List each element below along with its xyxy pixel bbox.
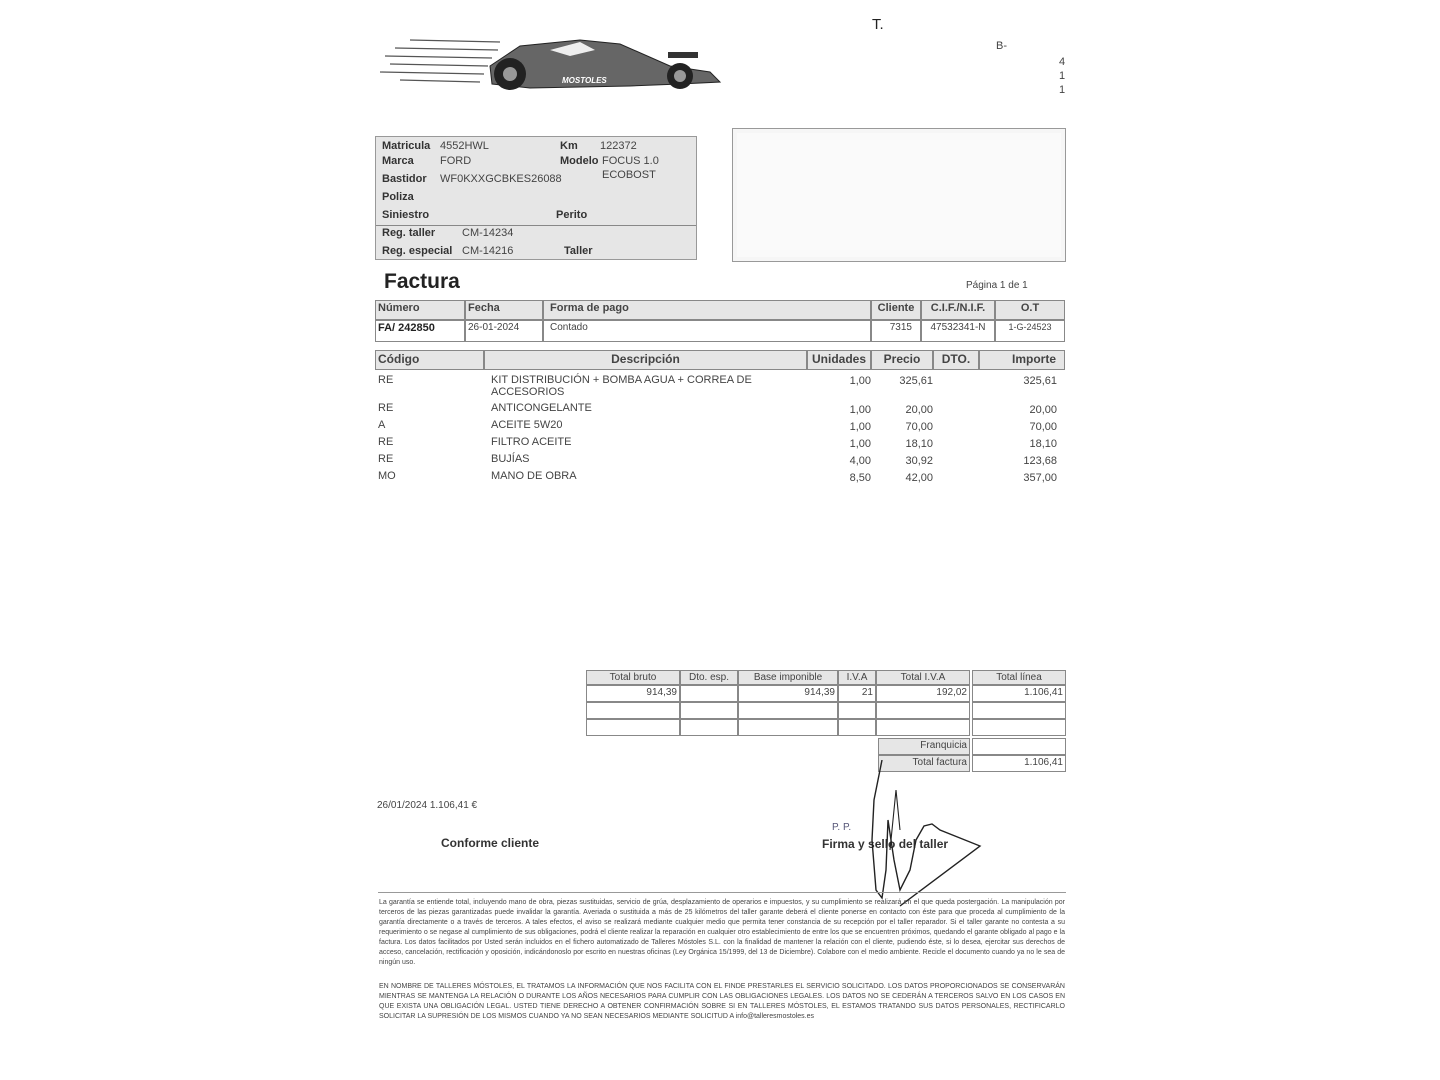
forma-pago-header: Forma de pago <box>543 300 871 320</box>
iva-value: 21 <box>838 685 876 702</box>
importe-header: Importe <box>979 350 1065 370</box>
payment-note: 26/01/2024 1.106,41 € <box>377 800 478 811</box>
cliente-value: 7315 <box>871 320 921 342</box>
empty-cell <box>876 702 970 719</box>
cif-header: C.I.F./N.I.F. <box>921 300 995 320</box>
line-descripcion: BUJÍAS <box>491 453 530 465</box>
legal-privacy-text: EN NOMBRE DE TALLERES MÓSTOLES, EL TRATAMOS LA INFORMACIÓN QUE NOS FACILITA CON EL FINDE PRESTARLES EL SERVICIO SOLICITADO. LOS DATOS PROPORCIONADOS SE CONSERVARÁN MIENTRAS SE MANTENGA LA RELACIÓN O DURANTE LOS AÑOS NECESARIOS PARA CUMPLIR CON LAS OBLIGACIONES LEGALES. LOS DATOS NO SE CEDERÁN A TERCEROS SALVO EN LOS CASOS EN QUE EXISTA UNA OBLIGACIÓN LEGAL. USTED TIENE DERECHO A OBTENER CONFIRMACIÓN SOBRE SI EN TALLERES MÓSTOLES, EL ESTAMOS TRATANDO SUS DATOS PERSONALES, RECTIFICARLO SOLICITAR LA SUPRESIÓN DE LOS MISMOS CUANDO YA NO SEAN NECESARIOS MEDIANTE SOLICITUD A info@talleresmostoles.es <box>379 983 1065 1020</box>
empty-cell <box>738 702 838 719</box>
race-car-icon <box>380 26 730 98</box>
invoice-lines <box>375 374 1065 486</box>
perito-label: Perito <box>556 209 588 221</box>
line-codigo: RE <box>378 453 394 465</box>
line-precio: 20,00 <box>905 404 933 416</box>
line-descripcion-2: ACCESORIOS <box>491 386 565 398</box>
line-codigo: MO <box>378 470 396 482</box>
line-precio: 325,61 <box>899 375 933 387</box>
page-title: Factura <box>384 270 460 293</box>
matricula-label: Matricula <box>382 140 431 152</box>
bastidor-label: Bastidor <box>382 173 427 185</box>
line-importe: 18,10 <box>1029 438 1057 450</box>
line-codigo: A <box>378 419 386 431</box>
descripcion-header: Descripción <box>484 350 807 370</box>
modelo-value-line2: ECOBOST <box>602 169 656 181</box>
line-importe: 20,00 <box>1029 404 1057 416</box>
poliza-label: Poliza <box>382 191 414 203</box>
forma-pago-value: Contado <box>543 320 871 342</box>
total-factura-label: Total factura <box>878 755 970 772</box>
fecha-header: Fecha <box>465 300 543 320</box>
empty-cell <box>972 702 1066 719</box>
empty-cell <box>586 719 680 736</box>
line-codigo: RE <box>378 402 394 414</box>
iva-header: I.V.A <box>838 670 876 685</box>
totals-table <box>586 670 1066 774</box>
dto-esp-header: Dto. esp. <box>680 670 738 685</box>
empty-cell <box>972 719 1066 736</box>
line-unidades: 1,00 <box>849 404 871 416</box>
empty-cell <box>838 719 876 736</box>
marca-label: Marca <box>382 155 414 167</box>
reg-especial-label: Reg. especial <box>382 245 453 257</box>
header-digit: 1 <box>1059 84 1066 96</box>
total-iva-value: 192,02 <box>876 685 970 702</box>
empty-cell <box>838 702 876 719</box>
dto-header: DTO. <box>933 350 979 370</box>
unidades-header: Unidades <box>807 350 871 370</box>
redacted-area <box>737 133 1061 257</box>
matricula-value: 4552HWL <box>440 140 489 152</box>
header-fragment: T. <box>872 16 884 33</box>
divider <box>376 225 696 226</box>
reg-especial-value: CM-14216 <box>462 245 514 257</box>
taller-label: Taller <box>564 245 593 257</box>
line-descripcion: MANO DE OBRA <box>491 470 577 482</box>
line-importe: 325,61 <box>1023 375 1057 387</box>
line-unidades: 4,00 <box>849 455 871 467</box>
total-linea-value: 1.106,41 <box>972 685 1066 702</box>
km-label: Km <box>560 140 578 152</box>
pp-label: P. P. <box>832 822 852 833</box>
empty-cell <box>738 719 838 736</box>
total-iva-header: Total I.V.A <box>876 670 970 685</box>
empty-cell <box>680 719 738 736</box>
conforme-cliente-label: Conforme cliente <box>441 836 540 850</box>
line-unidades: 8,50 <box>849 472 871 484</box>
workshop-logo <box>380 26 730 98</box>
client-address-box <box>732 128 1066 262</box>
vehicle-info-box <box>375 136 697 260</box>
header-digit: 4 <box>1059 56 1066 68</box>
line-precio: 70,00 <box>905 421 933 433</box>
invoice-header-table <box>375 300 1065 342</box>
line-descripcion: FILTRO ACEITE <box>491 436 572 448</box>
lines-header <box>375 350 1065 370</box>
line-codigo: RE <box>378 436 394 448</box>
reg-taller-label: Reg. taller <box>382 227 436 239</box>
line-precio: 42,00 <box>905 472 933 484</box>
modelo-value: FOCUS 1.0 <box>602 155 659 167</box>
total-linea-header: Total línea <box>972 670 1066 685</box>
empty-cell <box>876 719 970 736</box>
legal-text: La garantía se entiende total, incluyendo mano de obra, piezas sustituidas, servicio de grúa, desplazamiento de operarios e impuestos, y su cumplimiento se realizará en el que queda postergación. La manipulación por terceros de las piezas garantizadas puede invalidar la garantía. Averiada o sustituida a más de 25 kilómetros del taller garante deberá el cliente ponerse en contacto con éste para que proceda al cumplimiento de la garantía directamente o a través de terceros. A tales efectos, el aviso se realizará mediante cualquier medio que permita tener constancia de su recepción por el taller reparador. Si el taller garante no contesta a su requerimiento o se negase al cumplimiento de sus obligaciones, podrá el cliente realizar la reparación en cualquier otro establecimiento de entre los que se encuentren próximos, quedando el garante obligado al pago e la factura. Los datos facilitados por Usted serán incluidos en el fichero automatizado de Talleres Móstoles S.L. con la finalidad de mantener la relación con el cliente, pudiendo éste, si lo desea, ejercitar sus derechos de acceso, cancelación, rectificación y oposición, indicándonoslo por escrito en nuestras oficinas (Ley Orgánica 15/1999, del 13 de Diciembre). Colabore con el medio ambiente. Recicle el documento cuando ya no le sea de ningún uso. <box>379 899 1065 966</box>
reg-taller-value: CM-14234 <box>462 227 514 239</box>
line-importe: 357,00 <box>1023 472 1057 484</box>
numero-header: Número <box>375 300 465 320</box>
base-imponible-value: 914,39 <box>738 685 838 702</box>
firma-label: Firma y sello del taller <box>822 837 949 851</box>
codigo-header: Código <box>375 350 484 370</box>
numero-value: FA/ 242850 <box>375 320 465 342</box>
fecha-value: 26-01-2024 <box>465 320 543 342</box>
total-bruto-header: Total bruto <box>586 670 680 685</box>
ot-header: O.T <box>995 300 1065 320</box>
km-value: 122372 <box>600 140 637 152</box>
line-unidades: 1,00 <box>849 375 871 387</box>
cliente-header: Cliente <box>871 300 921 320</box>
page-number: Página 1 de 1 <box>966 280 1028 291</box>
line-descripcion: KIT DISTRIBUCIÓN + BOMBA AGUA + CORREA DE <box>491 374 752 386</box>
modelo-label: Modelo <box>560 155 599 167</box>
line-importe: 70,00 <box>1029 421 1057 433</box>
franquicia-value <box>972 738 1066 755</box>
empty-cell <box>586 702 680 719</box>
footer-divider <box>378 892 1066 893</box>
line-importe: 123,68 <box>1023 455 1057 467</box>
line-unidades: 1,00 <box>849 438 871 450</box>
empty-cell <box>680 702 738 719</box>
line-precio: 18,10 <box>905 438 933 450</box>
total-factura-value: 1.106,41 <box>972 755 1066 772</box>
total-bruto-value: 914,39 <box>586 685 680 702</box>
line-codigo: RE <box>378 374 394 386</box>
header-fragment-b: B- <box>996 40 1007 52</box>
line-unidades: 1,00 <box>849 421 871 433</box>
bastidor-value: WF0KXXGCBKES26088 <box>440 173 562 185</box>
siniestro-label: Siniestro <box>382 209 430 221</box>
logo-text: MOSTOLES <box>562 76 607 85</box>
line-descripcion: ACEITE 5W20 <box>491 419 563 431</box>
marca-value: FORD <box>440 155 472 167</box>
line-precio: 30,92 <box>905 455 933 467</box>
precio-header: Precio <box>871 350 933 370</box>
base-imponible-header: Base imponible <box>738 670 838 685</box>
ot-value: 1-G-24523 <box>995 320 1065 342</box>
signature-scribble <box>860 760 990 910</box>
franquicia-label: Franquicia <box>878 738 970 755</box>
line-descripcion: ANTICONGELANTE <box>491 402 592 414</box>
cif-value: 47532341-N <box>921 320 995 342</box>
header-digit: 1 <box>1059 70 1066 82</box>
dto-esp-value <box>680 685 738 702</box>
